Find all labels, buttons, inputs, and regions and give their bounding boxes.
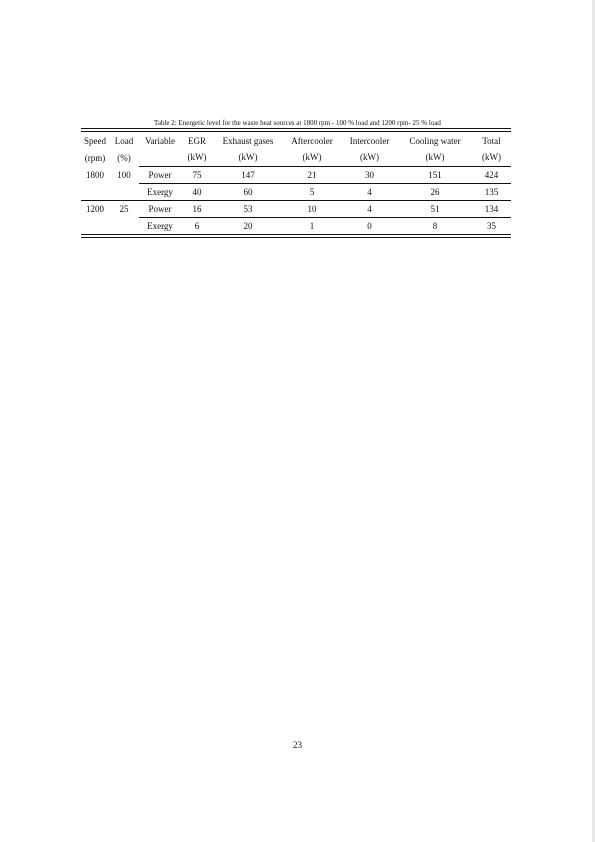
unit-cell <box>139 149 181 166</box>
unit-cell: (%) <box>117 152 131 163</box>
header-cell: Exhaust gases <box>222 135 274 146</box>
table-cell: 5 <box>283 183 341 200</box>
table-cell: 8 <box>398 217 472 234</box>
table-cell: 424 <box>472 166 511 183</box>
table-cell: 1 <box>283 217 341 234</box>
unit-cell: (rpm) <box>84 152 106 163</box>
unit-cell: (kW) <box>425 152 445 163</box>
table-row <box>81 166 511 183</box>
table-cell: Power <box>139 200 181 217</box>
table-cell: 75 <box>181 166 213 183</box>
table-cell: 135 <box>472 183 511 200</box>
header-cell: Cooling water <box>409 135 461 146</box>
energy-table <box>81 128 511 238</box>
header-cell: Aftercooler <box>291 135 333 146</box>
table-cell <box>81 183 109 200</box>
bottom-rule <box>81 234 511 238</box>
table-row <box>81 183 511 200</box>
unit-cell: (kW) <box>482 152 501 163</box>
unit-cell: (kW) <box>187 152 207 163</box>
table-cell: 20 <box>213 217 283 234</box>
header-cell: Intercooler <box>349 135 390 146</box>
table-caption: Table 2: Energetic level for the waste heat sources at 1800 rpm - 100 % load and 1200 rpm- 25 % load <box>154 119 441 127</box>
header-row <box>81 132 511 149</box>
table-cell: 16 <box>181 200 213 217</box>
header-cell: Load <box>114 135 134 146</box>
table-cell: Exergy <box>139 217 181 234</box>
table-cell: 1200 <box>81 200 109 217</box>
table-cell: 151 <box>398 166 472 183</box>
table-cell <box>81 217 109 234</box>
table-cell: 35 <box>472 217 511 234</box>
table-cell: 30 <box>341 166 398 183</box>
unit-cell: (kW) <box>360 152 379 163</box>
table-cell: 51 <box>398 200 472 217</box>
table-cell: 40 <box>181 183 213 200</box>
table-cell: 6 <box>181 217 213 234</box>
header-cell: Speed <box>84 135 106 146</box>
table-cell: Exergy <box>139 183 181 200</box>
table-row <box>81 200 511 217</box>
table-cell: 53 <box>213 200 283 217</box>
table-cell: 100 <box>117 169 131 180</box>
table-cell: 21 <box>283 166 341 183</box>
header-cell: EGR <box>188 135 206 146</box>
table-cell: 26 <box>398 183 472 200</box>
unit-cell: (kW) <box>238 152 258 163</box>
table-cell <box>109 183 139 200</box>
table-cell: 147 <box>213 166 283 183</box>
unit-cell: (kW) <box>302 152 322 163</box>
header-cell: Total <box>482 135 501 146</box>
header-cell: Variable <box>145 135 175 146</box>
table-cell: Power <box>139 166 181 183</box>
table-cell: 134 <box>472 200 511 217</box>
table-cell: 10 <box>283 200 341 217</box>
table-cell: 60 <box>213 183 283 200</box>
data-table <box>81 132 511 234</box>
table-cell: 1800 <box>86 169 104 180</box>
table-cell: 25 <box>109 200 139 217</box>
table-cell: 0 <box>341 217 398 234</box>
table-cell <box>109 217 139 234</box>
page-number: 23 <box>293 740 302 750</box>
units-row <box>81 149 511 166</box>
table-row <box>81 217 511 234</box>
table-cell: 4 <box>341 200 398 217</box>
table-cell: 4 <box>341 183 398 200</box>
